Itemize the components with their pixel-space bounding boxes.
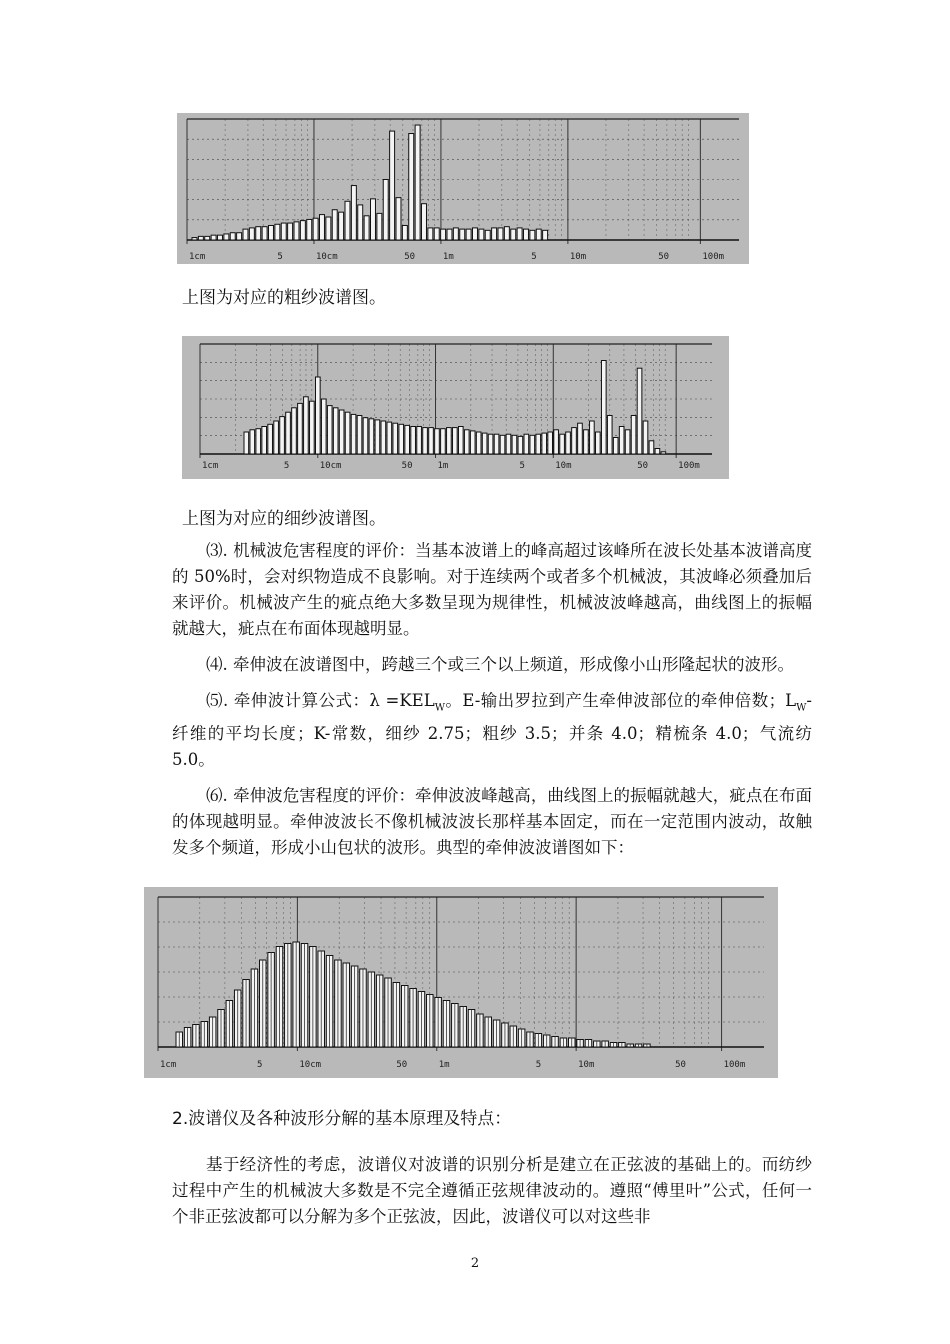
spectrum-bar	[441, 429, 446, 454]
spectrum-bar	[315, 377, 320, 454]
spinning-spectrogram	[182, 336, 729, 479]
spectrum-bar	[358, 205, 363, 240]
spinning-spectrogram-svg	[182, 336, 729, 479]
spectrum-bar	[405, 425, 410, 454]
spectrum-bar	[590, 421, 595, 454]
spectrum-bar	[364, 216, 369, 240]
spectrum-bar	[351, 414, 356, 454]
drafting-wave-spectrogram-svg	[144, 887, 778, 1078]
axis-tick-label: 50	[658, 252, 670, 262]
spectrum-bar	[292, 408, 297, 454]
axis-tick-label: 1m	[442, 252, 454, 262]
spectrum-bar	[351, 186, 356, 240]
spectrum-bar	[554, 430, 559, 454]
spectrum-bar	[369, 419, 374, 454]
spectrum-bar	[357, 416, 362, 455]
roving-spectrogram-svg	[177, 113, 749, 264]
spectrum-bar	[613, 438, 618, 455]
axis-tick-label: 5	[277, 252, 283, 262]
axis-tick-label: 10m	[569, 252, 587, 262]
spectrum-bar	[524, 229, 529, 240]
final-paragraph: 基于经济性的考虑，波谱仪对波谱的识别分析是建立在正弦波的基础上的。而纺纱过程中产生的机械波大多数是不完全遵循正弦规律波动的。遵照“傅里叶”公式，任何一个非正弦波都可以分解为多个正弦波，因此，波谱仪可以对这些非	[172, 1155, 812, 1226]
spectrum-bar	[572, 428, 577, 454]
spectrum-bar	[643, 421, 648, 454]
spectrum-bar	[661, 452, 666, 454]
spectrum-bar	[649, 441, 654, 454]
formula-rest-2: -纤维的平均长度；K-常数，细纱 2.75；粗纱 3.5；并条 4.0；精梳条 4.0；气流纺 5.0。	[172, 691, 812, 770]
spectrum-bar	[619, 427, 624, 455]
spectrum-bar	[268, 424, 273, 454]
roving-caption: 上图为对应的粗纱波谱图。	[182, 288, 386, 308]
spectrum-bar	[601, 361, 606, 455]
axis-tick-label: 5	[531, 252, 537, 262]
spectrum-bar	[655, 449, 660, 455]
axis-tick-label: 1cm	[189, 252, 206, 262]
spectrum-bar	[417, 427, 422, 455]
spectrum-bar	[536, 229, 541, 240]
spectrum-bar	[518, 436, 523, 454]
spectrum-bar	[476, 432, 481, 454]
spectrum-bar	[393, 423, 398, 454]
spectrum-bar	[536, 434, 541, 454]
spectrum-bar	[280, 417, 285, 454]
spectrum-bar	[339, 410, 344, 454]
spectrum-bar	[345, 412, 350, 454]
spectrum-bar	[320, 215, 325, 240]
spectrum-bar	[458, 427, 463, 455]
body-text	[172, 538, 812, 861]
spectrum-bar	[249, 228, 254, 240]
spectrum-bar	[466, 229, 471, 240]
spectrum-bar	[530, 435, 535, 454]
spectrum-bar	[192, 238, 197, 240]
spectrum-bar	[441, 229, 446, 240]
spectrum-bar	[377, 213, 382, 240]
formula-sub: W	[434, 702, 445, 714]
paragraph-6: ⑹. 牵伸波危害程度的评价：牵伸波波峰越高，曲线图上的振幅就越大，疵点在布面的体现越明显。牵伸波波长不像机械波波长那样基本固定，而在一定范围内波动，故触发多个频道，形成小山包状的波形。典型的牵伸波波谱图如下：	[172, 786, 812, 858]
axis-tick-label: 10m	[555, 461, 572, 471]
axis-tick-label: 1cm	[202, 461, 219, 471]
spectrum-bar	[307, 219, 312, 240]
spectrum-bar	[304, 397, 309, 454]
spectrum-bar	[327, 406, 332, 454]
spectrum-bar	[300, 221, 305, 240]
spectrum-bar	[473, 228, 478, 240]
spectrum-bar	[274, 421, 279, 454]
spectrum-bar	[294, 222, 299, 240]
spectrum-bar	[269, 225, 274, 240]
spectrum-bar	[409, 134, 414, 240]
spectrum-bar	[479, 229, 484, 240]
spectrum-bar	[453, 428, 458, 454]
axis-tick-label: 1m	[437, 461, 449, 471]
axis-tick-label: 10m	[578, 1060, 595, 1070]
spectrum-bar	[298, 403, 303, 454]
spectrum-bar	[578, 423, 583, 454]
spectrum-bar	[256, 227, 261, 240]
spectrum-bar	[560, 434, 565, 454]
spectrum-bar	[381, 421, 386, 454]
spectrum-bar	[517, 228, 522, 240]
axis-tick-label: 100m	[702, 252, 725, 262]
spectrum-bar	[321, 399, 326, 454]
axis-tick-label: 50	[401, 461, 413, 471]
spectrum-bar	[485, 230, 490, 240]
spectrum-bar	[637, 368, 642, 454]
spectrum-bar	[244, 432, 249, 454]
spectrum-bar	[256, 429, 261, 454]
spectrum-bar	[482, 433, 487, 454]
spectrum-bar	[464, 430, 469, 454]
spectrum-bar	[363, 418, 368, 454]
spectrum-bar	[313, 218, 318, 240]
axis-tick-label: 10cm	[319, 461, 342, 471]
spectrum-bar	[631, 416, 636, 455]
spectrum-bar	[584, 430, 589, 454]
spectrum-bar	[447, 229, 452, 240]
axis-tick-label: 5	[535, 1060, 542, 1070]
axis-tick-label: 100m	[723, 1060, 746, 1070]
spectrum-bar	[375, 420, 380, 454]
spectrum-bar	[387, 422, 392, 454]
formula-head: ⑸. 牵伸波计算公式：λ =KEL	[206, 691, 435, 710]
spectrum-bar	[333, 408, 338, 454]
axis-tick-label: 50	[637, 461, 649, 471]
axis-tick-label: 10cm	[315, 252, 338, 262]
axis-tick-label: 5	[519, 461, 525, 471]
final-text	[172, 1152, 812, 1230]
section-title: 2.波谱仪及各种波形分解的基本原理及特点：	[172, 1109, 512, 1129]
paragraph-5	[172, 688, 812, 773]
spectrum-bar	[310, 401, 315, 454]
spectrum-bar	[512, 435, 517, 454]
paragraph-3: ⑶. 机械波危害程度的评价：当基本波谱上的峰高超过该峰所在波长处基本波谱高度的 50%时，会对织物造成不良影响。对于连续两个或者多个机械波，其波峰必须叠加后来评价。机械波产生的疵点绝大多数呈现为规律性，机械波波峰越高，曲线图上的振幅就越大，疵点在布面体现越明显。	[172, 541, 812, 638]
spectrum-bar	[542, 433, 547, 454]
spectrum-bar	[429, 428, 434, 454]
axis-tick-label: 5	[256, 1060, 263, 1070]
spectrum-bar	[415, 125, 420, 240]
spectrum-bar	[262, 227, 267, 240]
formula-rest-1: 。E-输出罗拉到产生牵伸波部位的牵伸倍数；L	[444, 691, 797, 710]
spectrum-bar	[511, 229, 516, 240]
spectrum-bar	[250, 430, 255, 454]
spectrum-bar	[383, 180, 388, 241]
spectrum-bar	[524, 434, 529, 454]
spectrum-bar	[205, 236, 210, 240]
paragraph-4: ⑷. 牵伸波在波谱图中，跨越三个或三个以上频道，形成像小山形隆起状的波形。	[206, 655, 794, 674]
axis-tick-label: 10cm	[299, 1060, 322, 1070]
spectrum-bar	[428, 228, 433, 240]
spectrum-bar	[262, 427, 267, 455]
spectrum-bar	[275, 224, 280, 240]
drafting-wave-spectrogram	[144, 887, 778, 1078]
spectrum-bar	[530, 230, 535, 240]
spectrum-bar	[488, 434, 493, 454]
spectrum-bar	[566, 432, 571, 454]
spectrum-bar	[396, 198, 401, 240]
spectrum-bar	[288, 223, 293, 240]
spectrum-bar	[411, 427, 416, 455]
spectrum-bar	[345, 201, 350, 240]
spectrum-bar	[460, 229, 465, 240]
axis-tick-label: 50	[396, 1060, 408, 1070]
spectrum-bar	[218, 235, 223, 240]
spectrum-bar	[402, 225, 407, 240]
spectrum-bar	[607, 416, 612, 455]
spectrum-bar	[211, 235, 216, 240]
spectrum-bar	[326, 217, 331, 240]
spectrum-bar	[447, 428, 452, 454]
spectrum-bar	[596, 432, 601, 454]
spectrum-bar	[399, 424, 404, 454]
spectrum-bar	[198, 236, 203, 240]
spectrum-bar	[494, 434, 499, 454]
spectrum-bar	[224, 234, 229, 240]
axis-tick-label: 50	[404, 252, 416, 262]
spectrum-bar	[435, 429, 440, 454]
spectrum-bar	[230, 233, 235, 240]
spectrum-bar	[548, 432, 553, 454]
axis-tick-label: 1m	[438, 1060, 450, 1070]
spectrum-bar	[543, 230, 548, 240]
page-number: 2	[470, 1256, 480, 1271]
roving-spectrogram	[177, 113, 749, 264]
spectrum-bar	[332, 210, 337, 240]
spectrum-bar	[504, 227, 509, 240]
spectrum-bar	[498, 228, 503, 240]
spectrum-bar	[506, 434, 511, 454]
formula-sub-2: W	[796, 702, 807, 714]
spectrum-bar	[390, 131, 395, 240]
spinning-caption: 上图为对应的细纱波谱图。	[182, 509, 386, 529]
spectrum-bar	[500, 435, 505, 454]
spectrum-bar	[243, 229, 248, 240]
axis-tick-label: 50	[675, 1060, 686, 1070]
spectrum-bar	[453, 228, 458, 240]
axis-tick-label: 1cm	[160, 1060, 177, 1070]
spectrum-bar	[286, 412, 291, 454]
axis-tick-label: 5	[283, 461, 290, 471]
axis-tick-label: 100m	[678, 461, 700, 471]
spectrum-bar	[281, 223, 286, 240]
spectrum-bar	[237, 233, 242, 240]
spectrum-bar	[371, 199, 376, 240]
spectrum-bar	[423, 428, 428, 454]
spectrum-bar	[625, 430, 630, 454]
spectrum-bar	[492, 228, 497, 240]
spectrum-bar	[434, 228, 439, 240]
spectrum-bar	[470, 431, 475, 454]
spectrum-bar	[339, 212, 344, 240]
spectrum-bar	[422, 204, 427, 240]
